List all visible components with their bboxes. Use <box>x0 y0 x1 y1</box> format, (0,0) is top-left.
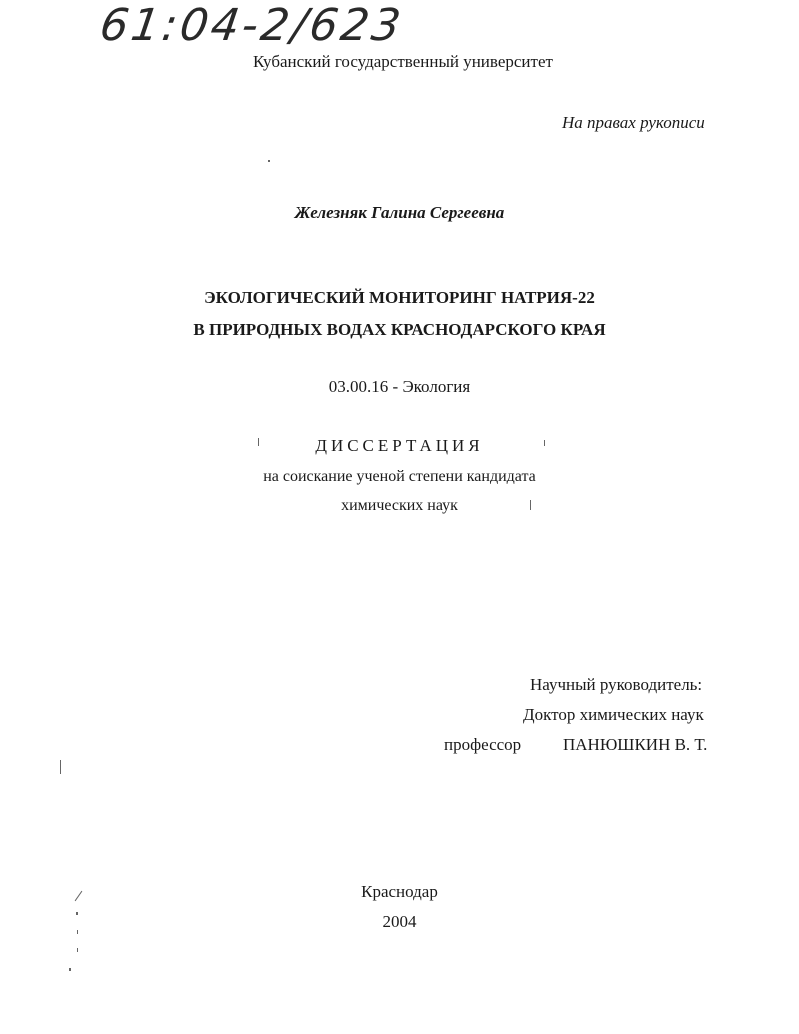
scan-speck <box>69 968 71 971</box>
scan-speck <box>77 930 78 934</box>
rights-notice: На правах рукописи <box>562 113 705 132</box>
scan-speck <box>268 160 270 162</box>
degree-line-1: на соискание ученой степени кандидата <box>263 468 536 485</box>
scan-speck <box>76 912 78 915</box>
specialty-code: 03.00.16 - Экология <box>328 377 471 396</box>
supervisor-rank: профессор <box>444 735 522 754</box>
scan-speck <box>530 500 531 510</box>
document-type: ДИССЕРТАЦИЯ <box>315 436 484 455</box>
thesis-title-line-1: ЭКОЛОГИЧЕСКИЙ МОНИТОРИНГ НАТРИЯ-22 <box>204 288 595 307</box>
supervisor-name: ПАНЮШКИН В. Т. <box>563 735 708 754</box>
handwritten-catalog-number: 61:04-2/623 <box>96 0 407 51</box>
supervisor-label: Научный руководитель: <box>530 675 703 694</box>
supervisor-degree: Доктор химических наук <box>523 705 704 724</box>
scan-speck <box>77 948 78 952</box>
thesis-title-line-2: В ПРИРОДНЫХ ВОДАХ КРАСНОДАРСКОГО КРАЯ <box>193 320 606 339</box>
scan-speck <box>60 760 61 774</box>
author-name: Железняк Галина Сергеевна <box>294 203 505 222</box>
degree-line-2: химических наук <box>341 497 458 514</box>
scan-speck <box>544 440 545 446</box>
scan-speck <box>258 438 259 446</box>
university-name: Кубанский государственный университет <box>253 52 553 71</box>
city: Краснодар <box>361 882 438 901</box>
year: 2004 <box>382 912 417 931</box>
